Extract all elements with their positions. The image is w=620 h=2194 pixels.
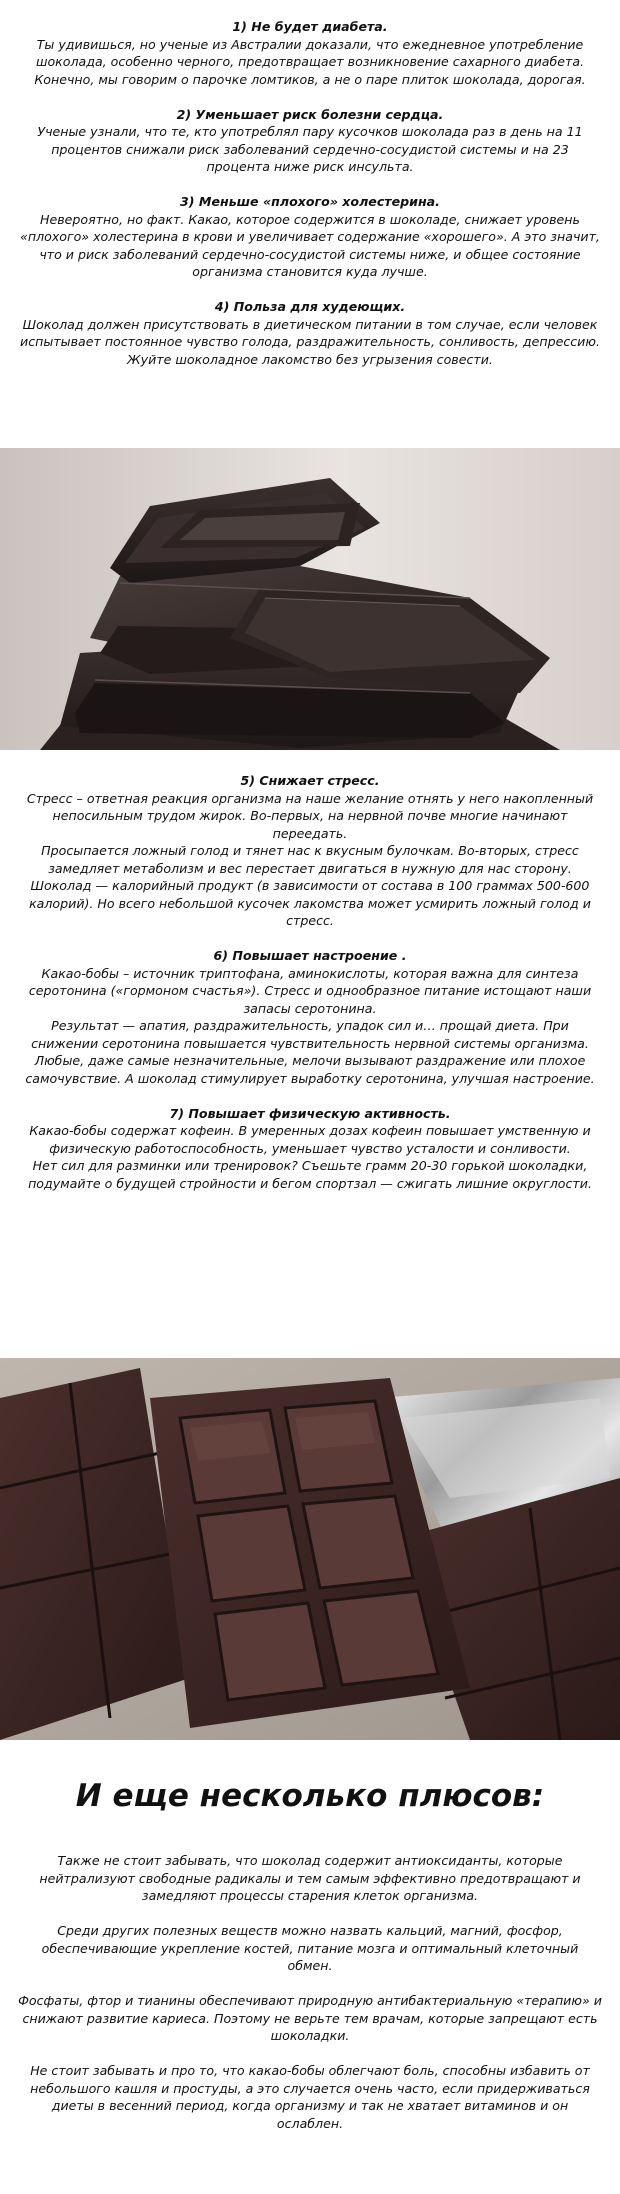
section-text: Шоколад должен присутствовать в диетическом питании в том случае, если человек испытывает постоянное чувство голода, раздражительность, сонливость, депрессию. Жуйте шоколадное лакомство без угрызения совести. [20, 316, 600, 367]
section-text: Какао-бобы содержат кофеин. В умеренных дозах кофеин повышает умственную и физическую работоспособность, уменьшает чувство усталости и сонливости. [29, 1123, 591, 1156]
section-heading: 6) Повышает настроение . [213, 948, 407, 963]
more-benefits-text [0, 1852, 620, 2150]
section-heading: 4) Польза для худеющих. [214, 299, 406, 314]
section-text: Ты удивишься, но ученые из Австралии доказали, что ежедневное употребление шоколада, особенно черного, предотвращает возникновение сахарного диабета. Конечно, мы говорим о парочке ломтиков, а не о паре плиток шоколада, дорогая. [34, 36, 586, 87]
benefits-top [0, 18, 620, 368]
more-paragraph: Среди других полезных веществ можно назвать кальций, магний, фосфор, обеспечивающие укрепление костей, питание мозга и оптимальный клеточный обмен. [41, 1923, 579, 1973]
section-4 [0, 298, 620, 368]
section-heading: 3) Меньше «плохого» холестерина. [180, 194, 440, 209]
section-text: Просыпается ложный голод и тянет нас к вкусным булочкам. Во-вторых, стресс замедляет метаболизм и вес перестает двигаться в нужную для нас сторону. [41, 843, 579, 876]
more-benefits-title: И еще несколько плюсов: [75, 1778, 545, 1814]
chocolate-stack-photo [0, 448, 620, 750]
chocolate-stack-image [0, 448, 620, 750]
section-text: Ученые узнали, что те, кто употреблял пару кусочков шоколада раз в день на 11 процентов снижали риск заболеваний сердечно-сосудистой системы и на 23 процента ниже риск инсульта. [37, 124, 583, 174]
section-3 [0, 193, 620, 281]
section-heading: 2) Уменьшает риск болезни сердца. [176, 106, 444, 122]
more-paragraph: Не стоит забывать и про то, что какао-бобы облегчают боль, способны избавить от небольшого кашля и простуды, а это случается очень часто, если придерживаться диеты в весенний период, когда организму и так не хватает витаминов и он ослаблен. [30, 2063, 590, 2131]
section-7 [0, 1105, 620, 1193]
section-6 [0, 947, 620, 1087]
section-text: Шоколад — калорийный продукт (в зависимости от состава в 100 граммах 500-600 калорий). Но всего небольшой кусочек лакомства может усмирить ложный голод и стресс. [29, 878, 591, 928]
section-text: Результат — апатия, раздражительность, упадок сил и… прощай диета. При снижении серотонина повышается чувствительность нервной системы организма. [31, 1018, 589, 1051]
section-text: Стресс – ответная реакция организма на наше желание отнять у него накопленный непосильным трудом жирок. Во-первых, на нервной почве многие начинают переедать. [26, 790, 594, 841]
section-5 [0, 772, 620, 930]
section-heading: 7) Повышает физическую активность. [169, 1105, 451, 1121]
benefits-middle [0, 772, 620, 1192]
section-heading: 5) Снижает стресс. [240, 773, 380, 788]
section-text: Любые, даже самые незначительные, мелочи вызывают раздражение или плохое самочувствие. А шоколад стимулирует выработку серотонина, улучшая настроение. [25, 1053, 595, 1086]
section-1 [0, 18, 620, 88]
more-paragraph: Фосфаты, фтор и тианины обеспечивают природную антибактериальную «терапию» и снижают развитие кариеса. Поэтому не верьте тем врачам, которые запрещают есть шоколадки. [18, 1993, 602, 2043]
section-2 [0, 106, 620, 176]
section-text: Невероятно, но факт. Какао, которое содержится в шоколаде, снижает уровень «плохого» холестерина в крови и увеличивает содержание «хорошего». А это значит, что и риск заболеваний сердечно-сосудистой системы ниже, и общее состояние организма становится куда лучше. [20, 211, 600, 279]
chocolate-bars-photo [0, 1358, 620, 1740]
section-text: Нет сил для разминки или тренировок? Съешьте грамм 20-30 горькой шоколадки, подумайте о будущей стройности и бегом спортзал — сжигать лишние округлости. [28, 1158, 592, 1191]
chocolate-bars-image [0, 1358, 620, 1740]
section-heading: 1) Не будет диабета. [232, 19, 388, 34]
section-text: Какао-бобы – источник триптофана, аминокислоты, которая важна для синтеза серотонина («гормоном счастья»). Стресс и однообразное питание истощают наши запасы серотонина. [28, 965, 592, 1016]
more-paragraph: Также не стоит забывать, что шоколад содержит антиоксиданты, которые нейтрализуют свободные радикалы и тем самым эффективно предотвращают и замедляют процессы старения клеток организма. [39, 1853, 581, 1903]
